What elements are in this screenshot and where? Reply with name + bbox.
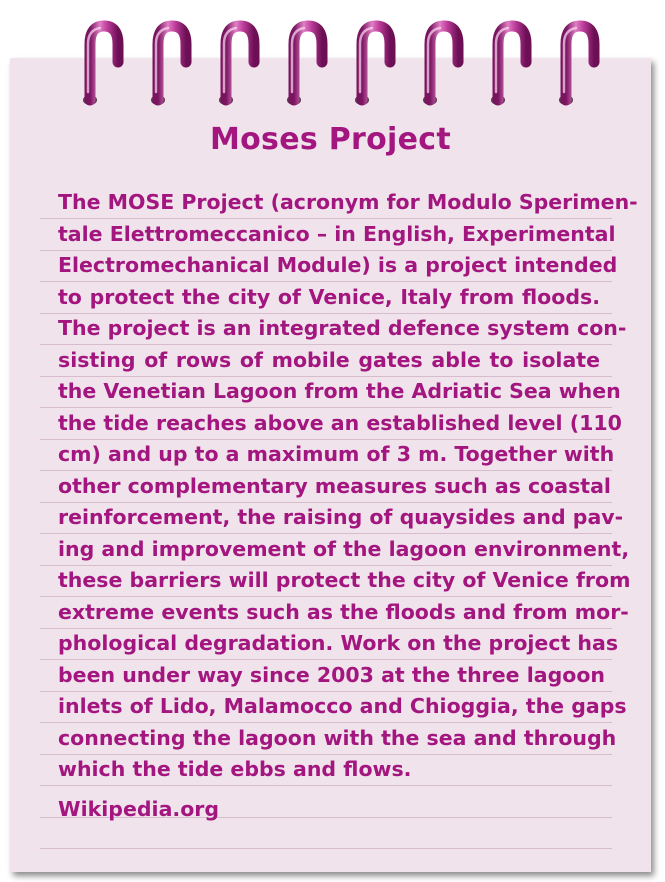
article-body: [58, 187, 638, 786]
body-line: these barriers will protect the city of Venice from: [58, 568, 631, 592]
spiral-ring-icon: [287, 26, 322, 105]
body-line: ing and improvement of the lagoon environment,: [58, 536, 630, 561]
spiral-ring-icon: [83, 26, 118, 105]
body-line: tale Elettromeccanico – in English, Experimental: [58, 221, 616, 246]
body-line: Electromechanical Module) is a project intended: [58, 253, 618, 277]
spiral-ring-icon: [559, 26, 594, 105]
spiral-ring-icon: [423, 26, 458, 105]
source-credit: Wikipedia.org: [58, 797, 220, 821]
ruled-line: [40, 848, 612, 849]
body-line: which the tide ebbs and flows.: [58, 757, 412, 781]
page-title: Moses Project: [209, 122, 451, 157]
body-line: sisting of rows of mobile gates able to isolate: [58, 347, 600, 372]
body-line: inlets of Lido, Malamocco and Chioggia, the gaps: [58, 694, 627, 718]
body-line: the Venetian Lagoon from the Adriatic Sea when: [58, 379, 621, 403]
spiral-ring-icon: [219, 26, 254, 105]
body-line: The project is an integrated defence system con-: [58, 316, 627, 340]
body-line: The MOSE Project (acronym for Modulo Sperimen-: [58, 190, 638, 214]
body-line: cm) and up to a maximum of 3 m. Together with: [58, 442, 615, 466]
body-line: phological degradation. Work on the project has: [58, 631, 619, 655]
body-line: other complementary measures such as coastal: [58, 473, 611, 498]
body-line: reinforcement, the raising of quaysides and pav-: [58, 505, 624, 529]
spiral-ring-icon: [151, 26, 186, 105]
body-line: to protect the city of Venice, Italy from floods.: [58, 284, 600, 309]
spiral-binding: [0, 0, 665, 120]
body-line: the tide reaches above an established level (110: [58, 410, 622, 435]
spiral-ring-icon: [491, 26, 526, 105]
body-line: connecting the lagoon with the sea and through: [58, 725, 617, 750]
body-line: been under way since 2003 at the three lagoon: [58, 662, 606, 687]
body-line: extreme events such as the floods and from mor-: [58, 599, 629, 624]
spiral-ring-icon: [355, 26, 390, 105]
